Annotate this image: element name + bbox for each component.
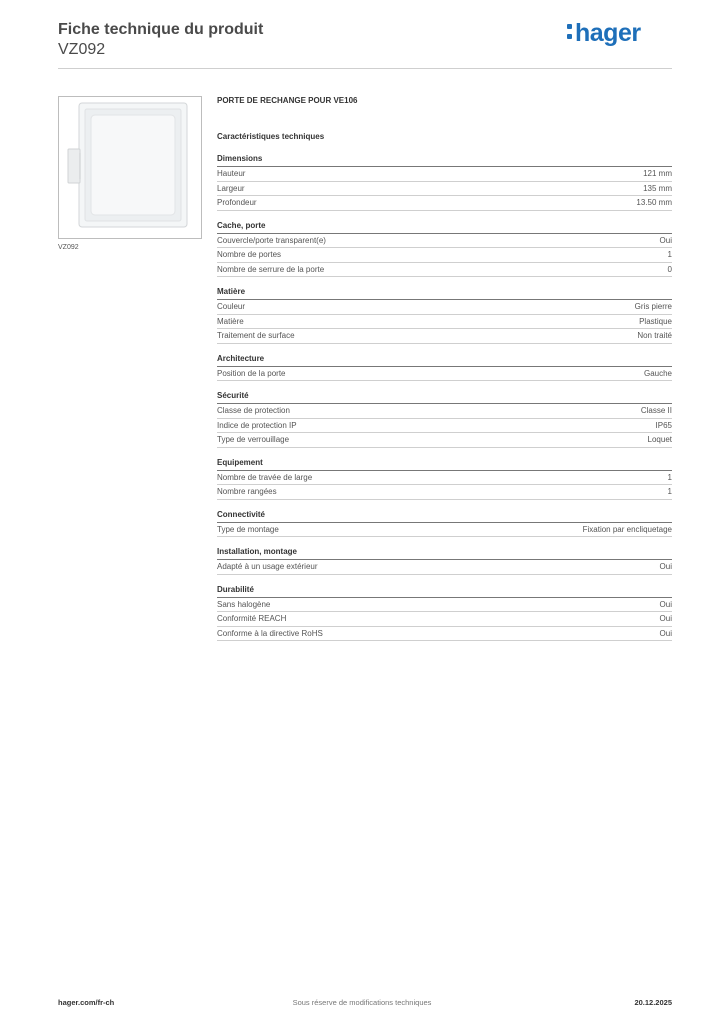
- spec-value: Oui: [659, 628, 672, 638]
- spec-row: [217, 627, 672, 642]
- spec-section-title: Cache, porte: [217, 220, 672, 234]
- footer-disclaimer: Sous réserve de modifications techniques: [292, 998, 432, 1007]
- spec-section: [217, 546, 672, 575]
- spec-section-title: Dimensions: [217, 153, 672, 167]
- spec-label: Sans halogène: [217, 599, 271, 609]
- page-title: Fiche technique du produit: [58, 21, 264, 38]
- spec-label: Indice de protection IP: [217, 420, 297, 430]
- footer-website: hager.com/fr-ch: [58, 998, 115, 1007]
- spec-row: [217, 433, 672, 448]
- spec-label: Matière: [217, 316, 244, 326]
- hager-logo: [566, 18, 658, 48]
- spec-value: Gris pierre: [634, 302, 672, 311]
- spec-row: [217, 419, 672, 434]
- spec-row: [217, 598, 672, 613]
- spec-value: 0: [667, 264, 672, 274]
- spec-section: [217, 353, 672, 382]
- spec-value: Oui: [659, 235, 672, 245]
- spec-value: Oui: [659, 562, 672, 571]
- spec-label: Couleur: [217, 302, 246, 311]
- spec-row: [217, 315, 672, 330]
- spec-label: Classe de protection: [217, 406, 290, 415]
- spec-label: Nombre rangées: [217, 487, 277, 496]
- product-image-caption: VZ092: [58, 244, 79, 251]
- spec-label: Nombre de portes: [217, 250, 282, 259]
- spec-row: [217, 196, 672, 211]
- spec-row: [217, 612, 672, 627]
- spec-row: [217, 404, 672, 419]
- product-name: PORTE DE RECHANGE POUR VE106: [217, 96, 358, 105]
- spec-value: Oui: [659, 614, 672, 623]
- spec-label: Conformité REACH: [217, 614, 287, 623]
- spec-label: Type de verrouillage: [217, 435, 290, 444]
- spec-value: Gauche: [643, 368, 672, 378]
- spec-label: Type de montage: [217, 524, 279, 534]
- spec-section-title: Durabilité: [217, 584, 672, 598]
- spec-section-title: Installation, montage: [217, 546, 672, 560]
- spec-value: Classe II: [640, 406, 672, 415]
- spec-row: [217, 167, 672, 182]
- spec-section-title: Matière: [217, 286, 672, 300]
- spec-value: 121 mm: [643, 169, 672, 178]
- spec-value: 13.50 mm: [636, 198, 672, 207]
- spec-label: Nombre de serrure de la porte: [217, 264, 325, 274]
- spec-content: [217, 95, 672, 650]
- spec-row: [217, 523, 672, 538]
- footer-date: 20.12.2025: [634, 998, 672, 1007]
- spec-label: Couvercle/porte transparent(e): [217, 235, 326, 245]
- spec-row: [217, 234, 672, 249]
- spec-label: Largeur: [217, 183, 245, 193]
- spec-section: [217, 584, 672, 642]
- spec-section-title: Equipement: [217, 457, 672, 471]
- spec-label: Profondeur: [217, 198, 257, 207]
- spec-value: Fixation par encliquetage: [582, 524, 672, 534]
- transparent-door-icon: [59, 97, 201, 238]
- spec-label: Position de la porte: [217, 368, 286, 378]
- spec-label: Hauteur: [217, 169, 246, 178]
- spec-section-title: Connectivité: [217, 509, 672, 523]
- spec-row: [217, 182, 672, 197]
- product-code: VZ092: [58, 41, 106, 58]
- spec-label: Adapté à un usage extérieur: [217, 562, 318, 571]
- spec-value: Non traité: [637, 331, 672, 340]
- spec-row: [217, 300, 672, 315]
- svg-text:hager: hager: [575, 19, 641, 47]
- spec-section: [217, 286, 672, 344]
- spec-row: [217, 263, 672, 278]
- spec-heading: Caractéristiques techniques: [217, 132, 325, 141]
- spec-value: 1: [667, 250, 672, 259]
- spec-value: 1: [667, 487, 672, 496]
- spec-row: [217, 367, 672, 382]
- spec-row: [217, 560, 672, 575]
- spec-value: Oui: [659, 599, 672, 609]
- page-header: [58, 20, 263, 60]
- spec-value: IP65: [655, 420, 672, 430]
- product-image: [58, 96, 202, 239]
- spec-sections: [217, 153, 672, 641]
- spec-section: [217, 390, 672, 448]
- spec-row: [217, 329, 672, 344]
- spec-value: Loquet: [647, 435, 672, 444]
- spec-section-title: Sécurité: [217, 390, 672, 404]
- spec-section: [217, 509, 672, 538]
- spec-value: 1: [667, 472, 672, 482]
- spec-row: [217, 248, 672, 263]
- header-divider: [58, 68, 672, 69]
- spec-section: [217, 153, 672, 211]
- spec-value: 135 mm: [643, 183, 672, 193]
- spec-label: Nombre de travée de large: [217, 472, 313, 482]
- spec-section-title: Architecture: [217, 353, 672, 367]
- spec-row: [217, 485, 672, 500]
- spec-value: Plastique: [639, 316, 672, 326]
- spec-section: [217, 220, 672, 278]
- spec-row: [217, 471, 672, 486]
- spec-label: Conforme à la directive RoHS: [217, 628, 323, 638]
- spec-section: [217, 457, 672, 500]
- spec-label: Traitement de surface: [217, 331, 295, 340]
